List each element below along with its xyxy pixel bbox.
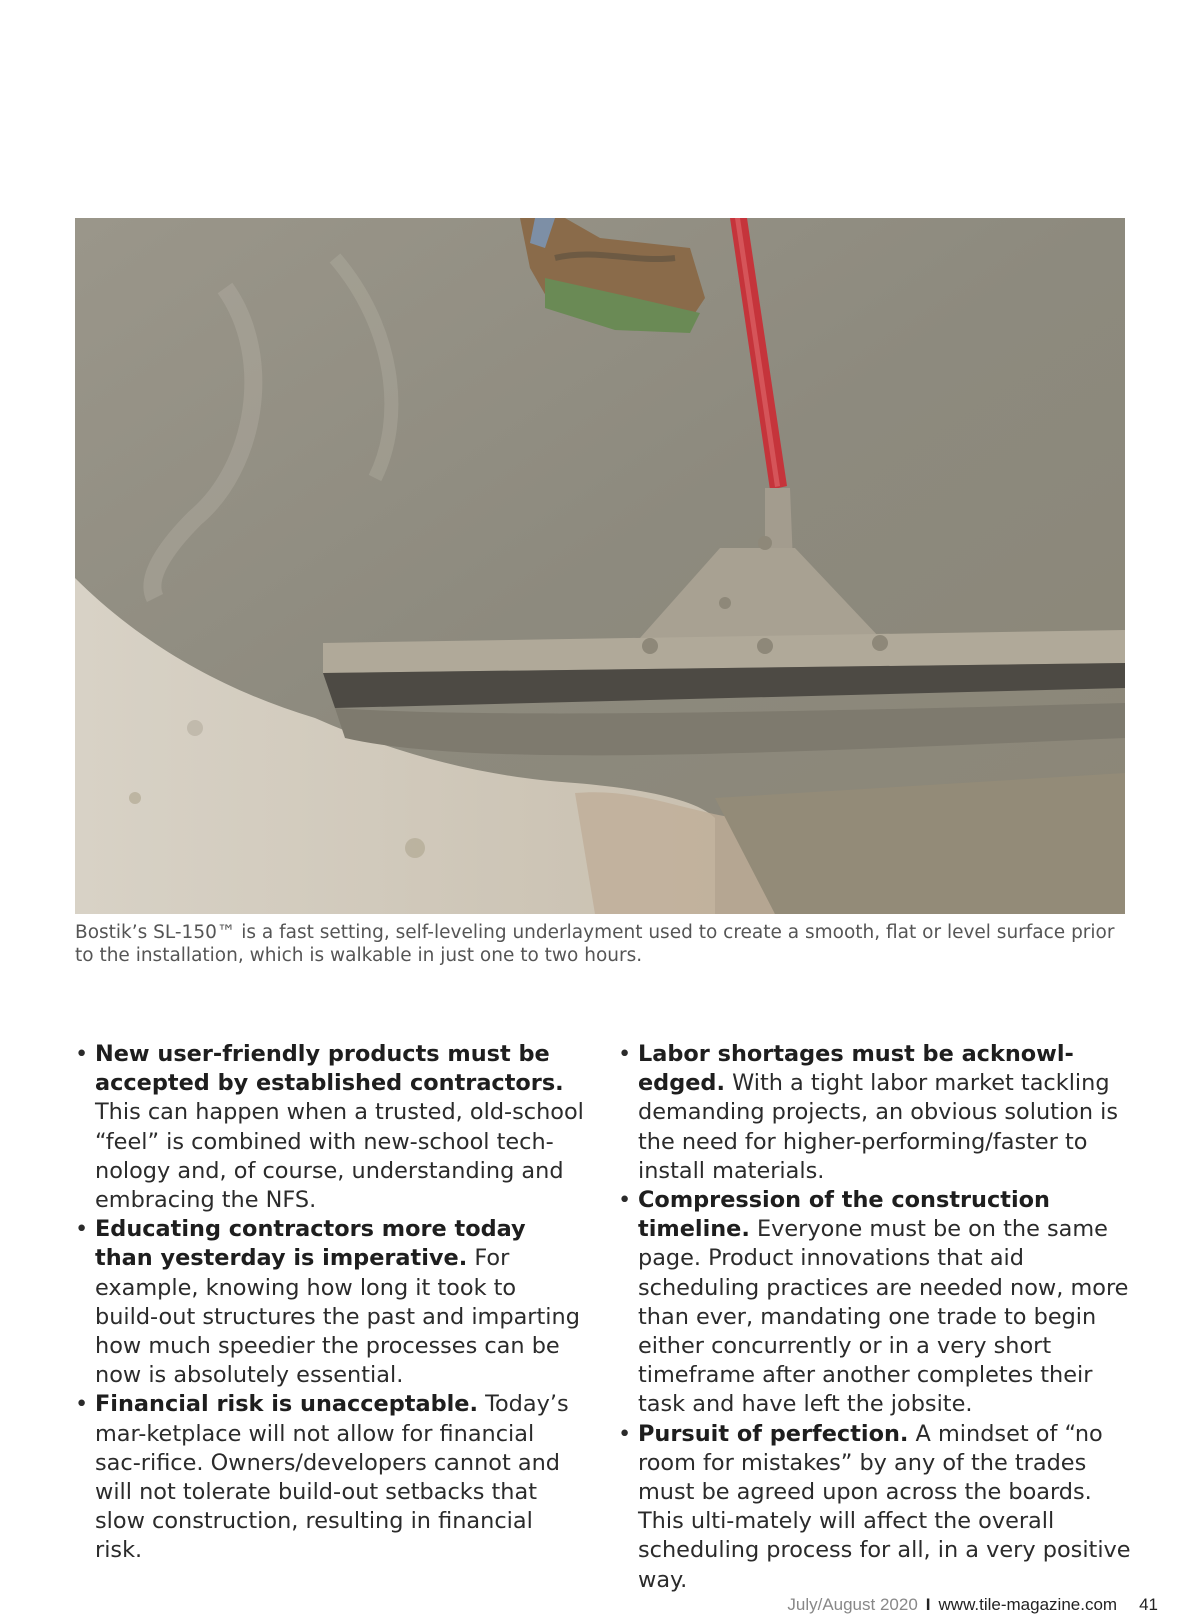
list-item (75, 1390, 585, 1565)
bullet-lead: Pursuit of perfection. (638, 1420, 909, 1447)
bullet-body: Today’s mar-ketplace will not allow for financial sac-rifice. Owners/developers cannot and will not tolerate build-out setbacks that slow construction, resulting in financial risk. (95, 1391, 569, 1564)
footer-separator: I (925, 1595, 931, 1614)
left-column (75, 1040, 585, 1566)
list-item (618, 1186, 1138, 1420)
list-item (618, 1420, 1138, 1595)
list-item (75, 1040, 585, 1215)
list-item (75, 1215, 585, 1390)
bullet-lead: Educating contractors more today than yesterday is imperative. (95, 1216, 526, 1272)
bullet-body: Everyone must be on the same page. Product innovations that aid scheduling practices are needed now, more than ever, mandating one trade to begin either concurrently or in a very short timeframe after another completes their task and have left the jobsite. (638, 1216, 1129, 1418)
list-item (618, 1040, 1138, 1186)
bullet-body: A mindset of “no room for mistakes” by any of the trades must be agreed upon across the boards. This ulti-mately will affect the overall scheduling process for all, in a very positive way. (638, 1420, 1131, 1593)
right-column (618, 1040, 1138, 1595)
bullet-lead: Compression of the construction timeline. (638, 1187, 1050, 1243)
page-footer (787, 1595, 1158, 1615)
website-link[interactable]: www.tile-magazine.com (938, 1595, 1118, 1614)
bullet-body: With a tight labor market tackling demanding projects, an obvious solution is the need for higher-performing/faster to install materials. (638, 1070, 1119, 1184)
photo-caption: Bostik’s SL-150™ is a fast setting, self-leveling underlayment used to create a smooth, flat or level surface prior to the installation, which is walkable in just one to two hours. (75, 922, 1115, 966)
bullet-lead: New user-friendly products must be accepted by established contractors. (95, 1041, 564, 1097)
issue-date: July/August 2020 (787, 1595, 918, 1614)
bullet-body: For example, knowing how long it took to build-out structures the past and imparting how much speedier the processes can be now is absolutely essential. (95, 1245, 580, 1389)
bullet-body: This can happen when a trusted, old-school “feel” is combined with new-school tech-nology and, of course, understanding and embracing the NFS. (95, 1099, 584, 1214)
bullet-lead: Financial risk is unacceptable. (95, 1391, 478, 1418)
bullet-lead: Labor shortages must be acknowl-edged. (638, 1041, 1074, 1097)
article-photo (75, 218, 1125, 914)
screed-photo-icon (75, 218, 1125, 914)
page-number: 41 (1139, 1595, 1158, 1614)
